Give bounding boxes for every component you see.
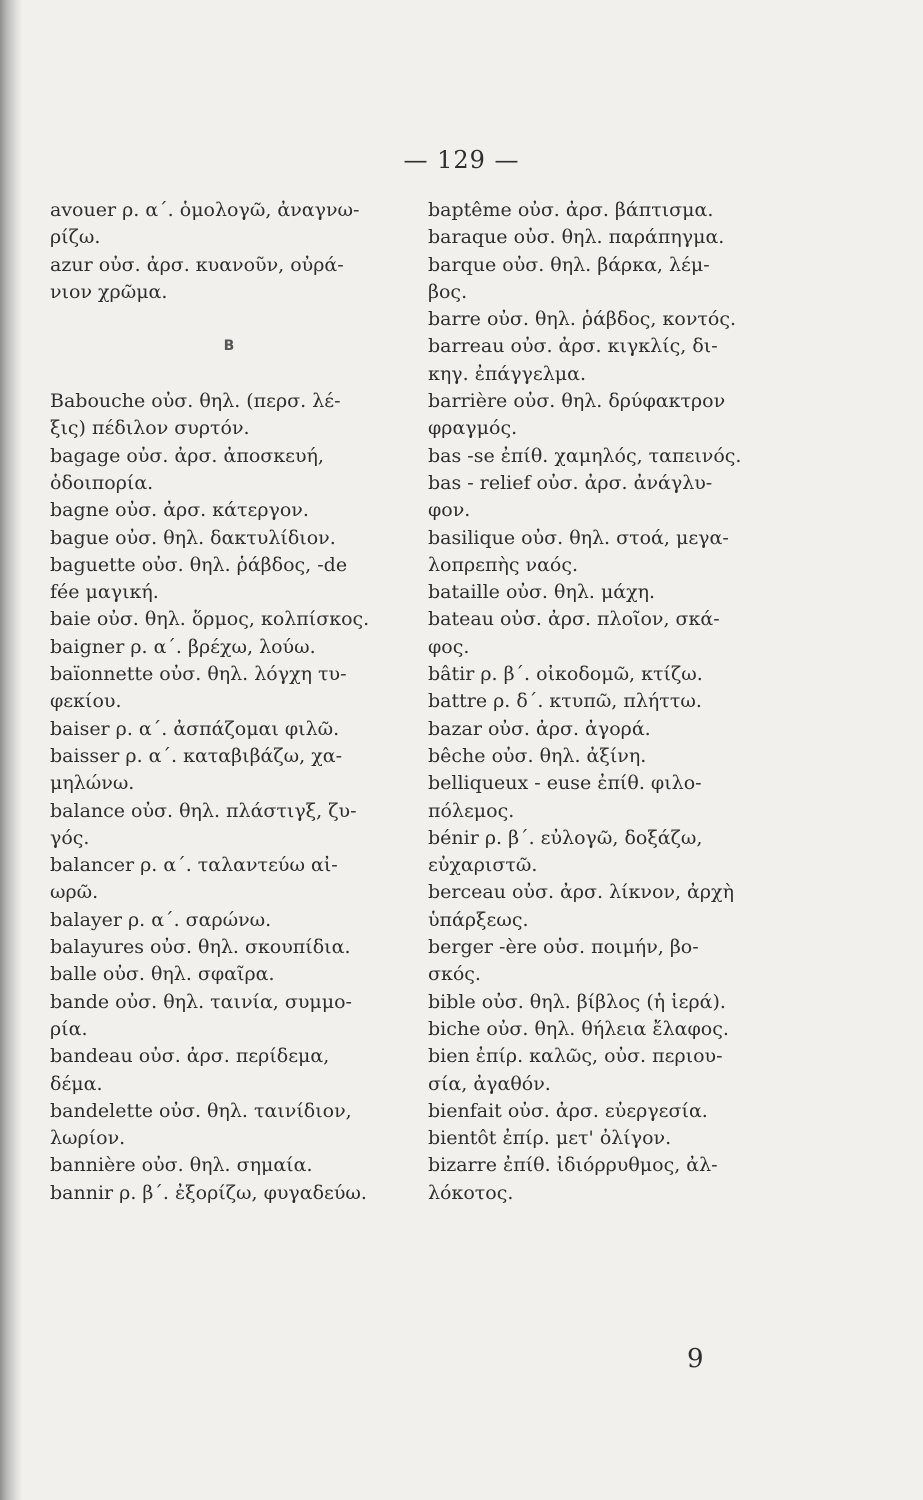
entry-line: bagage οὐσ. ἀρσ. ἀποσκευή, [50, 444, 324, 467]
entry-line: baïonnette οὐσ. θηλ. λόγχη τυ- [50, 663, 347, 686]
blank-line [50, 361, 408, 388]
entry-line: πόλεμος. [428, 799, 515, 822]
entry-line: ρία. [50, 1017, 88, 1040]
entry-line: barreau οὐσ. ἀρσ. κιγκλίς, δι- [428, 335, 718, 358]
entry-line: bandeau οὐσ. ἀρσ. περίδεμα, [50, 1045, 330, 1068]
entry-line: balance οὐσ. θηλ. πλάστιγξ, ζυ- [50, 799, 357, 822]
entry-line: ρίζω. [50, 226, 101, 249]
entry-line: balayer ρ. α΄. σαρώνω. [50, 908, 272, 931]
entry-line: baptême οὐσ. ἀρσ. βάπτισμα. [428, 199, 714, 221]
entry-line: γός. [50, 826, 90, 849]
entry-line: bientôt ἐπίρ. μετ' ὀλίγον. [428, 1127, 672, 1150]
entry-line: balayures οὐσ. θηλ. σκουπίδια. [50, 936, 351, 959]
left-column [50, 197, 408, 1207]
entry-line: bas - relief οὐσ. ἀρσ. ἀνάγλυ- [428, 471, 713, 494]
entry-line: bannir ρ. β΄. ἐξορίζω, φυγαδεύω. [50, 1181, 367, 1204]
entry-line: bazar οὐσ. ἀρσ. ἀγορά. [428, 717, 651, 740]
entry-line: λωρίον. [50, 1127, 126, 1150]
entry-line: φος. [428, 635, 470, 658]
entry-line: belliqueux - euse ἐπίθ. φιλο- [428, 772, 702, 795]
entry-line: fée μαγική. [50, 581, 159, 604]
entry-line: ξις) πέδιλον συρτόν. [50, 417, 250, 440]
entry-line: βος. [428, 280, 468, 303]
signature-mark: 9 [687, 1344, 704, 1374]
entry-line: σκός. [428, 963, 481, 986]
entry-line: barrière οὐσ. θηλ. δρύφακτρον [428, 390, 726, 413]
entry-line: ὁδοιπορία. [50, 471, 154, 494]
entry-line: bible οὐσ. θηλ. βίβλος (ἡ ἱερά). [428, 990, 726, 1013]
entry-line: bande οὐσ. θηλ. ταινία, συμμο- [50, 990, 352, 1013]
entry-line: φον. [428, 499, 471, 522]
entry-line: bas -se ἐπίθ. χαμηλός, ταπεινός. [428, 444, 742, 467]
entry-line: bénir ρ. β΄. εὐλογῶ, δοξάζω, [428, 826, 703, 849]
entry-line: μηλώνω. [50, 772, 135, 795]
entry-line: bateau οὐσ. ἀρσ. πλοῖον, σκά- [428, 608, 720, 631]
entry-line: bannière οὐσ. θηλ. σημαία. [50, 1154, 313, 1177]
entry-line: barque οὐσ. θηλ. βάρκα, λέμ- [428, 253, 710, 276]
entry-line: avouer ρ. α΄. ὁμολογῶ, ἀναγνω- [50, 199, 360, 221]
entry-line: bienfait οὐσ. ἀρσ. εὐεργεσία. [428, 1099, 708, 1122]
entry-line: bague οὐσ. θηλ. δακτυλίδιον. [50, 526, 336, 549]
entry-line: barre οὐσ. θηλ. ῥάβδος, κοντός. [428, 308, 736, 331]
right-column [428, 197, 788, 1207]
entry-line: bataille οὐσ. θηλ. μάχη. [428, 581, 656, 604]
entry-line: bagne οὐσ. ἀρσ. κάτεργον. [50, 499, 309, 522]
entry-line: φραγμός. [428, 417, 518, 440]
entry-line: baguette οὐσ. θηλ. ῥάβδος, -de [50, 553, 348, 576]
entry-line: νιον χρῶμα. [50, 280, 168, 303]
entry-line: berger -ère οὐσ. ποιμήν, βο- [428, 936, 699, 959]
entry-line: ὑπάρξεως. [428, 908, 529, 931]
entry-line: baigner ρ. α΄. βρέχω, λούω. [50, 635, 316, 658]
entry-line: berceau οὐσ. ἀρσ. λίκνον, ἀρχὴ [428, 881, 734, 904]
entry-line: baraque οὐσ. θηλ. παράπηγμα. [428, 226, 725, 249]
entry-line: κηγ. ἐπάγγελμα. [428, 362, 587, 385]
section-letter: B [223, 338, 235, 355]
page-gutter-shadow [0, 0, 22, 1500]
entry-line: baiser ρ. α΄. ἀσπάζομαι φιλῶ. [50, 717, 340, 740]
entry-line: baisser ρ. α΄. καταβιβάζω, χα- [50, 744, 343, 767]
page-number: — 129 — [403, 146, 520, 174]
entry-line: bêche οὐσ. θηλ. ἀξίνη. [428, 744, 647, 767]
entry-line: δέμα. [50, 1072, 103, 1095]
entry-line: σία, ἀγαθόν. [428, 1072, 551, 1095]
entry-line: λόκοτος. [428, 1181, 514, 1204]
entry-line: εὐχαριστῶ. [428, 854, 538, 877]
entry-line: balancer ρ. α΄. ταλαντεύω αἰ- [50, 854, 338, 877]
entry-line: biche οὐσ. θηλ. θήλεια ἔλαφος. [428, 1017, 729, 1040]
entry-line: baie οὐσ. θηλ. ὅρμος, κολπίσκος. [50, 608, 370, 631]
entry-line: bien ἐπίρ. καλῶς, οὐσ. περιου- [428, 1045, 723, 1068]
entry-line: azur οὐσ. ἀρσ. κυανοῦν, οὐρά- [50, 253, 344, 276]
entry-line: basilique οὐσ. θηλ. στοά, μεγα- [428, 526, 729, 549]
entry-line: φεκίου. [50, 690, 122, 713]
entry-line: balle οὐσ. θηλ. σφαῖρα. [50, 963, 275, 986]
entry-line: bandelette οὐσ. θηλ. ταινίδιον, [50, 1099, 352, 1122]
entry-line: bizarre ἐπίθ. ἰδιόρρυθμος, ἀλ- [428, 1154, 718, 1177]
entry-line: battre ρ. δ΄. κτυπῶ, πλήττω. [428, 690, 702, 713]
entry-line: λοπρεπὴς ναός. [428, 553, 579, 576]
entry-line: bâtir ρ. β΄. οἰκοδομῶ, κτίζω. [428, 663, 703, 686]
blank-line [50, 306, 408, 333]
entry-line: Babouche οὐσ. θηλ. (περσ. λέ- [50, 390, 341, 413]
entry-line: ωρῶ. [50, 881, 99, 904]
